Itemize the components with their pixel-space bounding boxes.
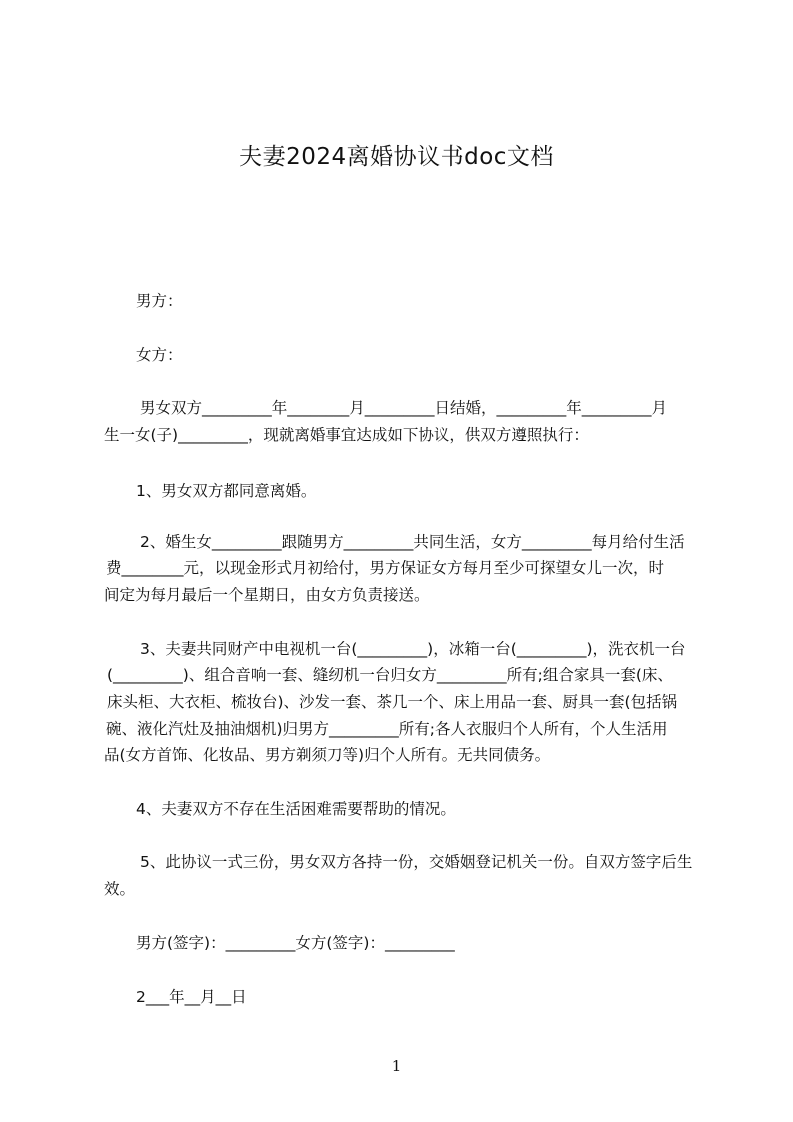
female-party-label: 女方： [136,346,183,364]
clause-5-line: 效。 [104,880,136,898]
clause-2-line: 费________元，以现金形式月初给付，男方保证女方每月至少可探望女儿一次，时 [106,559,665,577]
clause-3-line: 品(女方首饰、化妆品、男方剃须刀等)归个人所有。无共同债务。 [104,746,551,764]
clause-3-line: 碗、液化汽灶及抽油烟机)归男方_________所有;各人衣服归个人所有，个人生活用 [106,720,668,738]
document-title: 夫妻2024离婚协议书doc文档 [239,144,554,170]
clause-4: 4、夫妻双方不存在生活困难需要帮助的情况。 [136,800,456,818]
intro-line: 男女双方_________年________月_________日结婚，_________年_________月 [140,399,668,417]
clause-2-line: 2、婚生女_________跟随男方_________共同生活，女方_________每月给付生活 [140,533,685,551]
signature-line: 男方(签字)：_________女方(签字)：_________ [136,934,455,952]
clause-3-line: 3、夫妻共同财产中电视机一台(_________)，冰箱一台(_________)，洗衣机一台 [140,640,686,658]
clause-3-line: (_________)、组合音响一套、缝纫机一台归女方_________所有;组合家具一套(床、 [107,666,673,684]
page-number: 1 [391,1057,402,1075]
date-line: 2___年__月__日 [136,988,247,1006]
male-party-label: 男方： [136,292,183,310]
intro-line: 生一女(子)_________，现就离婚事宜达成如下协议，供双方遵照执行： [104,426,589,444]
clause-2-line: 间定为每月最后一个星期日，由女方负责接送。 [104,586,430,604]
clause-5-line: 5、此协议一式三份，男女双方各持一份，交婚姻登记机关一份。自双方签字后生 [140,853,693,871]
clause-3-line: 床头柜、大衣柜、梳妆台)、沙发一套、茶几一个、床上用品一套、厨具一套(包括锅 [107,693,678,711]
clause-1: 1、男女双方都同意离婚。 [136,482,317,500]
